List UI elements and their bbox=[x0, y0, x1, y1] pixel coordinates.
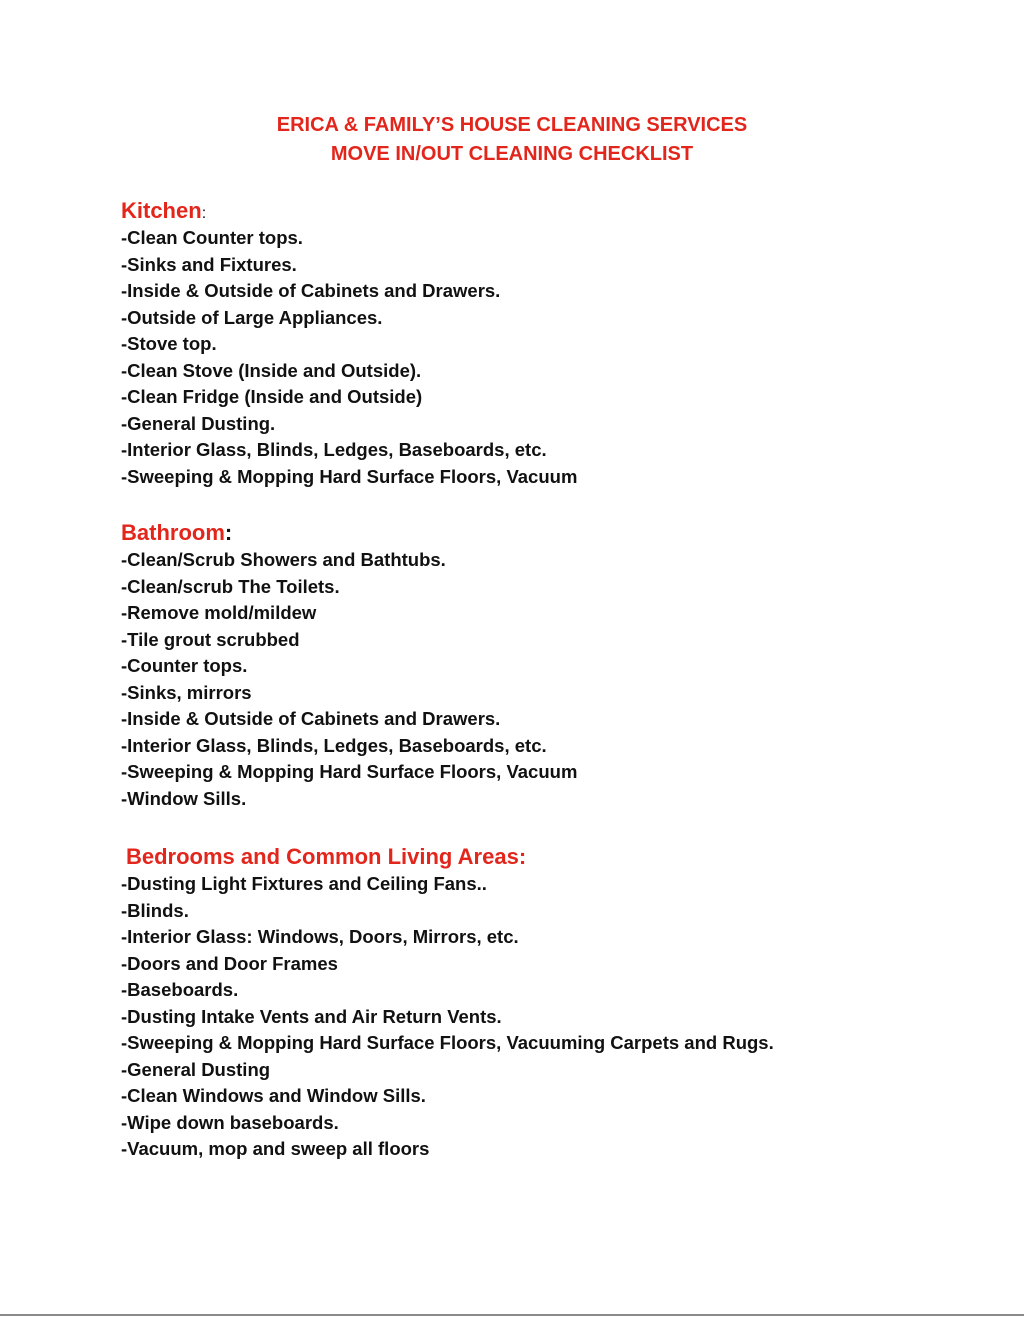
section-title-text: Bedrooms and Common Living Areas bbox=[126, 844, 519, 869]
list-item: -Inside & Outside of Cabinets and Drawers. bbox=[121, 280, 501, 301]
list-item: -Sweeping & Mopping Hard Surface Floors, Vacuuming Carpets and Rugs. bbox=[121, 1032, 774, 1053]
section-title-colon: : bbox=[224, 520, 233, 545]
section-title-colon: : bbox=[201, 205, 207, 222]
list-item: -Vacuum, mop and sweep all floors bbox=[121, 1138, 430, 1159]
list-item: -Clean Stove (Inside and Outside). bbox=[121, 359, 422, 381]
section-title-kitchen bbox=[121, 197, 1001, 225]
list-item: -Sinks and Fixtures. bbox=[121, 253, 297, 275]
list-item: -Clean Counter tops. bbox=[121, 227, 303, 248]
list-item: -Sweeping & Mopping Hard Surface Floors, Vacuum bbox=[121, 465, 578, 487]
list-item: -Counter tops. bbox=[121, 655, 248, 676]
list-item: -General Dusting bbox=[121, 1058, 271, 1080]
list-item: -Window Sills. bbox=[121, 787, 247, 809]
list-item: -General Dusting. bbox=[121, 412, 276, 434]
page-bottom-divider bbox=[0, 1314, 1024, 1316]
list-item: -Dusting Light Fixtures and Ceiling Fans.. bbox=[121, 873, 487, 894]
list-item: -Doors and Door Frames bbox=[121, 952, 338, 974]
list-item: -Outside of Large Appliances. bbox=[121, 306, 383, 328]
list-item: -Tile grout scrubbed bbox=[121, 628, 300, 650]
section-bedrooms-items bbox=[121, 871, 1001, 1163]
section-title-colon: : bbox=[518, 844, 527, 869]
section-bathroom bbox=[121, 519, 1001, 812]
section-bedrooms-living-areas bbox=[126, 843, 1006, 871]
list-item: -Dusting Intake Vents and Air Return Vents. bbox=[121, 1005, 502, 1027]
section-title-text: Kitchen bbox=[121, 198, 202, 223]
list-item: -Clean Windows and Window Sills. bbox=[121, 1085, 426, 1106]
list-item: -Interior Glass, Blinds, Ledges, Baseboards, etc. bbox=[121, 439, 547, 460]
section-title-bedrooms bbox=[126, 843, 1006, 871]
bathroom-task-list bbox=[121, 547, 1001, 812]
document-header bbox=[0, 111, 1024, 169]
list-item: -Clean/Scrub Showers and Bathtubs. bbox=[121, 549, 446, 570]
list-item: -Baseboards. bbox=[121, 979, 239, 1000]
company-name: ERICA & FAMILY’S HOUSE CLEANING SERVICES bbox=[276, 114, 748, 136]
list-item: -Sinks, mirrors bbox=[121, 681, 252, 703]
section-title-bathroom bbox=[121, 519, 1001, 547]
section-kitchen bbox=[121, 197, 1001, 490]
list-item: -Clean Fridge (Inside and Outside) bbox=[121, 386, 423, 407]
list-item: -Interior Glass: Windows, Doors, Mirrors, etc. bbox=[121, 926, 519, 947]
list-item: -Sweeping & Mopping Hard Surface Floors, Vacuum bbox=[121, 761, 578, 782]
list-item: -Inside & Outside of Cabinets and Drawers. bbox=[121, 708, 501, 729]
bedrooms-task-list bbox=[121, 871, 1001, 1163]
list-item: -Blinds. bbox=[121, 899, 189, 921]
list-item: -Remove mold/mildew bbox=[121, 602, 317, 623]
section-title-text: Bathroom bbox=[121, 520, 225, 545]
list-item: -Interior Glass, Blinds, Ledges, Baseboards, etc. bbox=[121, 734, 547, 756]
list-item: -Stove top. bbox=[121, 333, 217, 354]
kitchen-task-list bbox=[121, 225, 1001, 490]
list-item: -Wipe down baseboards. bbox=[121, 1111, 339, 1133]
checklist-title: MOVE IN/OUT CLEANING CHECKLIST bbox=[330, 143, 694, 165]
list-item: -Clean/scrub The Toilets. bbox=[121, 575, 340, 597]
